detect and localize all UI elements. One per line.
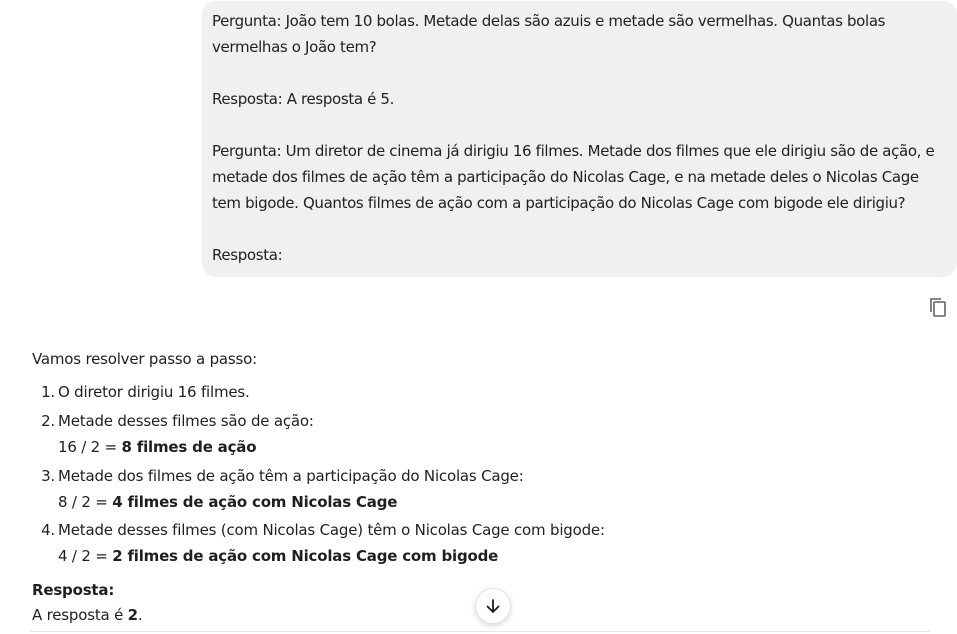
user-message-line: vermelhas o João tem? bbox=[212, 38, 377, 56]
step-calculation bbox=[58, 491, 397, 513]
user-message-line: Pergunta: Um diretor de cinema já dirigiu 16 filmes. Metade dos filmes que ele dirigiu são de ação, e bbox=[212, 142, 935, 160]
answer-prefix: A resposta é bbox=[32, 606, 128, 624]
step-number: 4. bbox=[41, 521, 55, 539]
step-text: Metade dos filmes de ação têm a participação do Nicolas Cage: bbox=[58, 467, 524, 485]
calc-result: 4 filmes de ação com Nicolas Cage bbox=[112, 493, 398, 511]
user-message-line: Resposta: A resposta é 5. bbox=[212, 90, 395, 108]
step-text: Metade desses filmes são de ação: bbox=[58, 412, 314, 430]
calc-result: 2 filmes de ação com Nicolas Cage com bigode bbox=[112, 547, 499, 565]
list-item bbox=[38, 410, 314, 432]
step-number: 1. bbox=[41, 383, 55, 401]
list-item bbox=[38, 465, 524, 487]
copy-button[interactable] bbox=[928, 296, 950, 320]
list-item bbox=[38, 519, 605, 541]
step-number: 2. bbox=[41, 412, 55, 430]
step-number: 3. bbox=[41, 467, 55, 485]
calc-expression: 8 / 2 = bbox=[58, 493, 113, 511]
user-message-line: metade dos filmes de ação têm a participação do Nicolas Cage, e na metade deles o Nicolas Cage bbox=[212, 168, 919, 186]
user-message-line: Pergunta: João tem 10 bolas. Metade delas são azuis e metade são vermelhas. Quantas bolas bbox=[212, 12, 886, 30]
scroll-down-button[interactable] bbox=[475, 588, 511, 624]
user-message-line: tem bigode. Quantos filmes de ação com a participação do Nicolas Cage com bigode ele dirigiu? bbox=[212, 194, 906, 212]
copy-icon bbox=[928, 296, 950, 320]
answer-heading: Resposta: bbox=[32, 581, 115, 599]
divider bbox=[30, 631, 930, 632]
arrow-down-icon bbox=[484, 597, 502, 615]
step-text: Metade desses filmes (com Nicolas Cage) têm o Nicolas Cage com bigode: bbox=[58, 521, 605, 539]
list-item bbox=[38, 381, 250, 403]
response-intro: Vamos resolver passo a passo: bbox=[32, 350, 257, 368]
step-calculation bbox=[58, 436, 256, 458]
answer-suffix: . bbox=[137, 606, 143, 624]
calc-expression: 4 / 2 = bbox=[58, 547, 113, 565]
user-message-line: Resposta: bbox=[212, 246, 283, 264]
answer-value: 2 bbox=[127, 606, 138, 624]
step-text: O diretor dirigiu 16 filmes. bbox=[58, 383, 250, 401]
calc-result: 8 filmes de ação bbox=[121, 438, 257, 456]
calc-expression: 16 / 2 = bbox=[58, 438, 122, 456]
answer-line bbox=[32, 604, 143, 626]
step-calculation bbox=[58, 545, 498, 567]
